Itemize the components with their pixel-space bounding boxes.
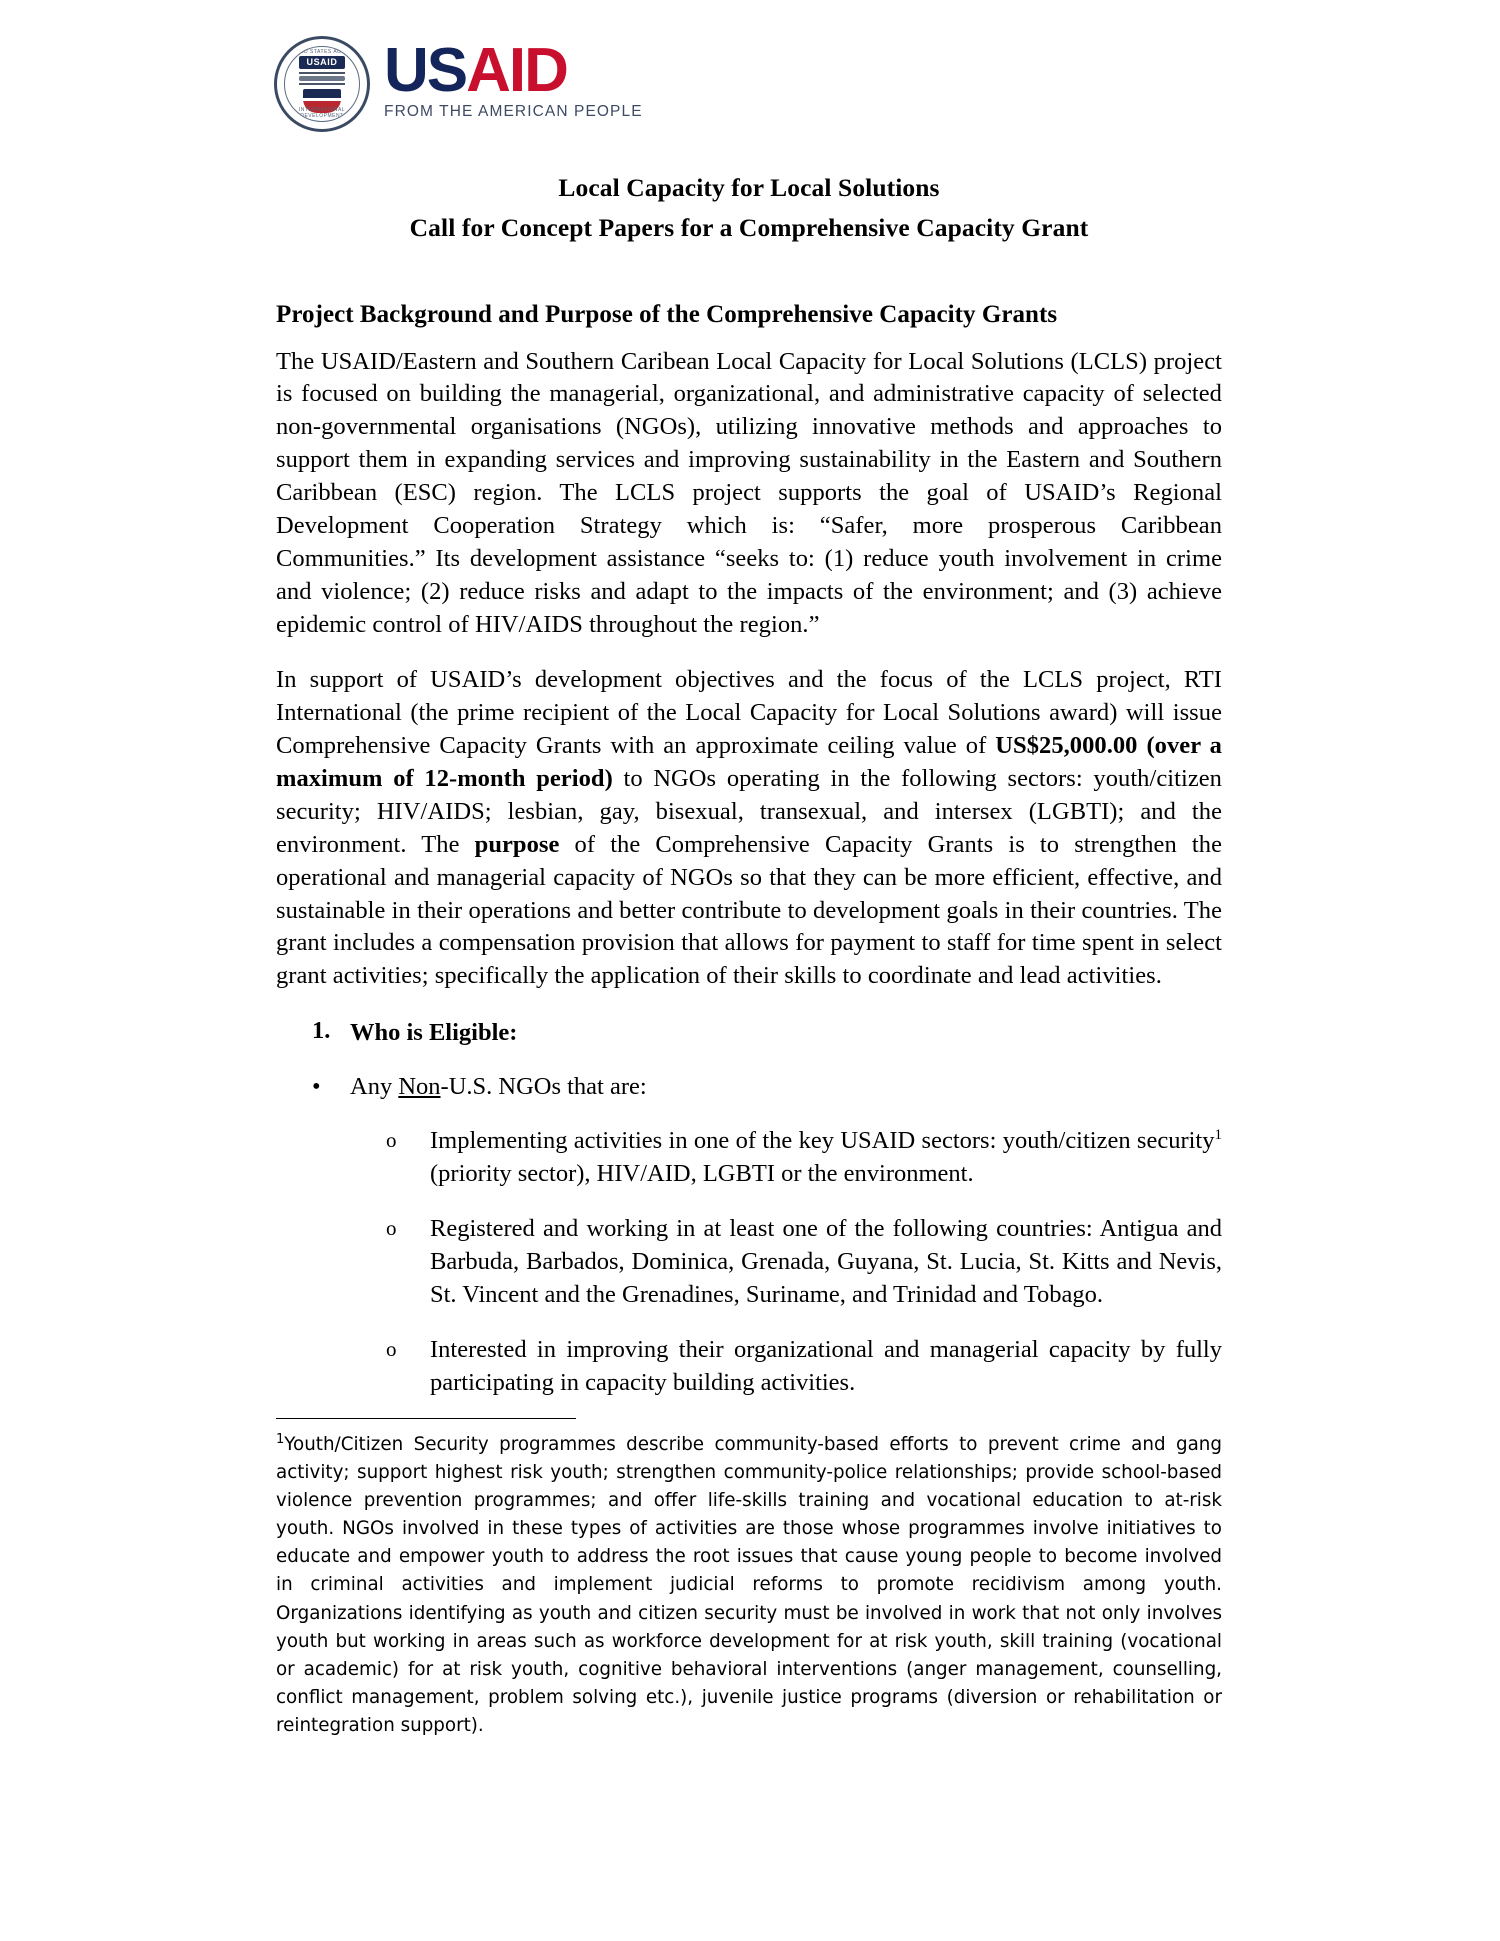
wordmark-aid: AID [466,36,567,105]
bullet1-post: -U.S. NGOs that are: [440,1073,647,1101]
list-item-who-is-eligible [276,1017,1222,1049]
paragraph-project-background: The USAID/Eastern and Southern Caribean Local Capacity for Local Solutions (LCLS) project is focused on building the managerial, organizational, and administrative capacity of selected non-governmental organisations (NGOs), utilizing innovative methods and approaches to support them in expanding services and improving sustainability in the Eastern and Southern Caribbean (ESC) region. The LCLS project supports the goal of USAID’s Regional Development Cooperation Strategy which is: “Safer, more prosperous Caribbean Communities.” Its development assistance “seeks to: (1) reduce youth involvement in crime and violence; (2) reduce risks and adapt to the impacts of the environment; and (3) achieve epidemic control of HIV/AIDS throughout the region.” [276,347,1222,639]
usaid-seal-icon [274,36,370,132]
list-item-implementing-activities [276,1125,1222,1191]
usaid-tagline: FROM THE AMERICAN PEOPLE [384,102,643,120]
sub-bullet-marker-icon: o [386,1215,397,1240]
sub-bullet-item-text: Registered and working in at least one of the following countries: Antigua and Barbuda, Barbados, Dominica, Grenada, Guyana, St. Lucia, St. Kitts and Nevis, St. Vincent and the Grenadines, Suriname, and Trinidad and Tobago. [430,1214,1222,1308]
bullet1-underlined-non: Non [398,1073,441,1101]
document-title [276,168,1222,247]
seal-ring-bottom-text: INTERNATIONAL DEVELOPMENT [298,107,346,119]
p2-segment-c: of the Comprehensive Capacity Grants is to strengthen the operational and managerial capacity of NGOs so that they can be more efficient, effective, and sustainable in their operations and better contribute to development goals in their countries. The grant includes a compensation provision that allows for payment to staff for time spent in select grant activities; specifically the application of their skills to coordinate and lead activities. [276,830,1223,990]
p2-bold-amount: US$25,000.00 (over a maximum of 12-month period) [276,731,1222,792]
footnote-reference-marker: 1 [1214,1126,1222,1143]
usaid-logo [134,0,1366,120]
footnote-area [276,1418,1222,1741]
p2-segment-a: In support of USAID’s development objectives and the focus of the LCLS project, RTI International (the prime recipient of the Local Capacity for Local Solutions award) will issue Comprehensive Capacity Grants with an approximate ceiling value of [276,665,1222,759]
footnote-text [276,1431,1222,1741]
sub0-text-before: Implementing activities in one of the key USAID sectors: youth/citizen security [430,1127,1215,1155]
usaid-wordmark [384,36,643,119]
bullet-item-text [350,1071,647,1103]
sub-bullet-item-text: Interested in improving their organizational and managerial capacity by fully participating in capacity building activities. [430,1335,1222,1396]
document-page [134,0,1366,1740]
footnote-number-marker: 1 [276,1431,285,1447]
sub-bullet-marker-icon: o [386,1336,397,1361]
document-body [134,168,1366,1740]
seal-badge-label: USAID [299,56,344,69]
p2-bold-purpose: purpose [474,830,560,858]
p2-segment-b: to NGOs operating in the following sectors: youth/citizen security; HIV/AIDS; lesbian, gay, bisexual, transexual, and intersex (LGBTI); and the environment. The [276,764,1222,858]
handshake-icon [296,71,348,87]
sub-bullet-item-text [430,1125,1222,1191]
bullet1-pre: Any [350,1073,399,1101]
section-heading: Project Background and Purpose of the Comprehensive Capacity Grants [276,301,1058,329]
list-item-registered-countries [276,1213,1222,1312]
title-line-2: Call for Concept Papers for a Comprehensive Capacity Grant [409,212,1089,242]
title-line-1: Local Capacity for Local Solutions [558,173,940,202]
wordmark-us: US [384,36,467,105]
list-item-any-non-us-ngos [276,1071,1222,1103]
footnote-body: Youth/Citizen Security programmes describe community-based efforts to prevent crime and gang activity; support highest risk youth; strengthen community-police relationships; provide school-based violence prevention programmes; and offer life-skills training and vocational education to at-risk youth. NGOs involved in these types of activities are those whose programmes involve initiatives to educate and empower youth to address the root issues that cause young people to become involved in criminal activities and implement judicial reforms to promote recidivism among youth. Organizations identifying as youth and citizen security must be involved in work that not only involves youth but working in areas such as workforce development for at risk youth, skill training (vocational or academic) for at risk youth, cognitive behavioral interventions (anger management, counselling, conflict management, problem solving etc.), juvenile justice programs (diversion or rehabilitation or reintegration support). [276,1433,1222,1737]
paragraph-grant-details [276,664,1222,993]
list-item-interested-improving [276,1334,1222,1400]
bullet-marker-icon: • [312,1073,321,1101]
sub-bullet-marker-icon: o [386,1128,397,1153]
list-number-marker: 1. [312,1017,331,1045]
list-item-label: Who is Eligible: [350,1019,518,1047]
seal-ring-top-text: UNITED STATES AGENCY [286,49,358,55]
footnote-separator [276,1418,576,1419]
sub0-text-after: (priority sector), HIV/AID, LGBTI or the environment. [430,1159,974,1187]
